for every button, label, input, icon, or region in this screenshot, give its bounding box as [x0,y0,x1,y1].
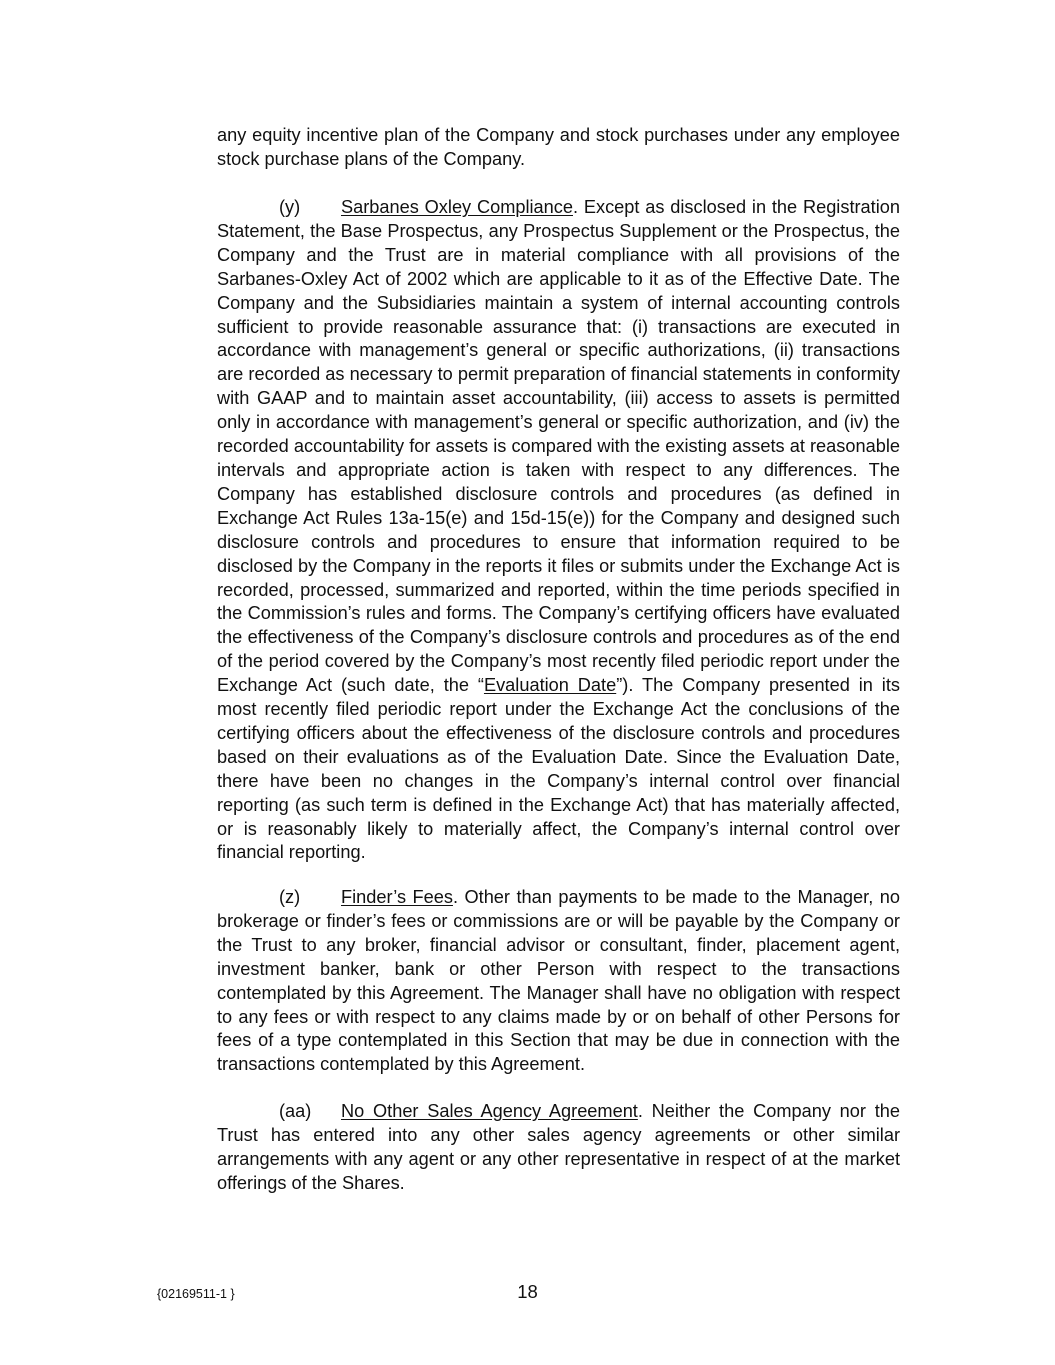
section-y [217,196,900,865]
section-label: (y) [279,197,301,217]
section-aa [217,1100,900,1196]
section-body-part-1: . Except as disclosed in the Registration Statement, the Base Prospectus, any Prospectus Supplement or the Prospectus, the Company and the Trust are in material compliance with all provisions of the Sarbanes-Oxley Act of 2002 which are applicable to it as of the Effective Date. The Company and the Subsidiaries maintain a system of internal accounting controls sufficient to provide reasonable assurance that: (i) transactions are executed in accordance with management’s general or specific authorizations, (ii) transactions are recorded as necessary to permit preparation of financial statements in conformity with GAAP and to maintain asset accountability, (iii) access to assets is permitted only in accordance with management’s general or specific authorization, and (iv) the recorded accountability for assets is compared with the existing assets at reasonable intervals and appropriate action is taken with respect to any differences. The Company has established disclosure controls and procedures (as defined in Exchange Act Rules 13a-15(e) and 15d-15(e)) for the Company and designed such disclosure controls and procedures to ensure that information required to be disclosed by the Company in the reports it files or submits under the Exchange Act is recorded, processed, summarized and reported, within the time periods specified in the Commission’s rules and forms. The Company’s certifying officers have evaluated the effectiveness of the Company’s disclosure controls and procedures as of the end of the period covered by the Company’s most recently filed periodic report under the Exchange Act (such date, the “ [217,197,900,696]
section-label: (aa) [279,1101,312,1121]
section-heading: Sarbanes Oxley Compliance [341,197,573,217]
paragraph-continuation [217,124,900,172]
section-y-text [217,196,900,865]
section-heading: No Other Sales Agency Agreement [341,1101,638,1121]
defined-term: Evaluation Date [483,675,617,696]
section-z [217,886,900,1077]
section-heading: Finder’s Fees [341,887,453,907]
section-body-part-2: ”). The Company presented in its most recently filed periodic report under the Exchange Act the conclusions of the certifying officers about the effectiveness of the disclosure controls and procedures based on their evaluations as of the Evaluation Date. Since the Evaluation Date, there have been no changes in the Company’s internal control over financial reporting (as such term is defined in the Exchange Act) that has materially affected, or is reasonably likely to materially affect, the Company’s internal control over financial reporting. [217,675,900,863]
section-body: . Neither the Company nor the Trust has entered into any other sales agency agreements or other similar arrangements with any agent or any other representative in respect of at the market offerings of the Shares. [217,1101,900,1193]
page-number: 18 [517,1281,538,1302]
section-z-text [217,886,900,1077]
section-body: . Other than payments to be made to the Manager, no brokerage or finder’s fees or commissions are or will be payable by the Company or the Trust to any broker, financial advisor or consultant, finder, placement agent, investment banker, bank or other Person with respect to the transactions contemplated by this Agreement. The Manager shall have no obligation with respect to any fees or with respect to any claims made by or on behalf of other Persons for fees of a type contemplated in this Section that may be due in connection with the transactions contemplated by this Agreement. [217,887,900,1075]
document-id: {02169511-1 } [157,1287,235,1301]
section-label: (z) [279,887,301,907]
section-aa-text [217,1100,900,1196]
paragraph-text: any equity incentive plan of the Company and stock purchases under any employee stock purchase plans of the Company. [217,125,900,169]
